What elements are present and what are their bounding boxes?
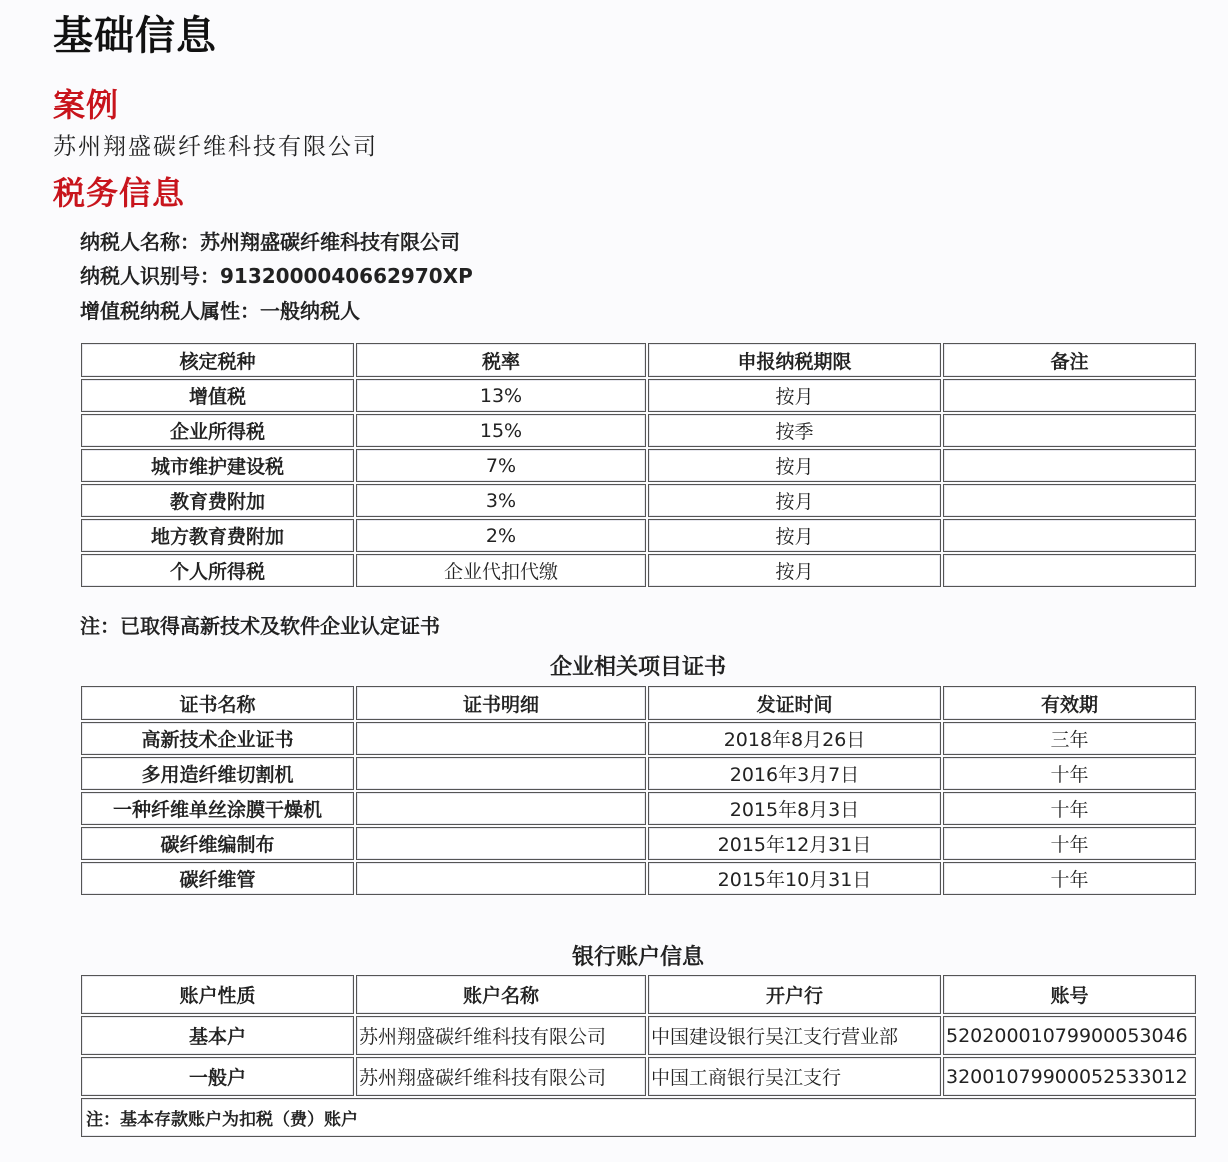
table-row [81,862,1196,895]
table-row [81,414,1196,447]
header-cell: 有效期 [943,686,1196,720]
taxpayer-id-value: 9132000040662970XP [220,264,473,288]
taxpayer-id-label: 纳税人识别号： [80,264,220,288]
tax-period-cell: 按月 [648,554,941,587]
company-name: 苏州翔盛碳纤维科技有限公司 [53,134,378,160]
bank-note-row [81,1098,1196,1137]
tax-type-cell: 地方教育费附加 [81,519,354,552]
header-cell: 证书明细 [356,686,646,720]
header-cell: 核定税种 [81,343,354,377]
tax-rate-cell: 2% [356,519,646,552]
cert-date-cell: 2018年8月26日 [648,722,941,755]
tax-note: 注：已取得高新技术及软件企业认定证书 [80,614,440,638]
vat-attr-line [80,295,360,324]
bank-name-cell: 中国建设银行吴江支行营业部 [648,1016,941,1055]
tax-rate-cell: 企业代扣代缴 [356,554,646,587]
tax-remark-cell [943,519,1196,552]
header-cell: 证书名称 [81,686,354,720]
account-number-cell: 52020001079900053046 [943,1016,1196,1055]
tax-heading: 税务信息 [53,174,186,212]
tax-rate-cell: 7% [356,449,646,482]
cert-table [79,684,1198,897]
tax-period-cell: 按月 [648,379,941,412]
table-row [81,792,1196,825]
cert-date-cell: 2016年3月7日 [648,757,941,790]
bank-note: 注：基本存款账户为扣税（费）账户 [81,1098,1196,1137]
tax-rate-cell: 15% [356,414,646,447]
tax-table-header [81,343,1196,377]
table-row [81,519,1196,552]
vat-attr-value: 一般纳税人 [260,299,360,323]
header-cell: 账户名称 [356,975,646,1014]
tax-period-cell: 按季 [648,414,941,447]
cert-date-cell: 2015年10月31日 [648,862,941,895]
cert-name-cell: 碳纤维管 [81,862,354,895]
account-number-cell: 32001079900052533012 [943,1057,1196,1096]
page-title: 基础信息 [53,13,217,59]
table-row [81,1057,1196,1096]
tax-type-cell: 城市维护建设税 [81,449,354,482]
cert-detail-cell [356,827,646,860]
account-name-cell: 苏州翔盛碳纤维科技有限公司 [356,1016,646,1055]
table-row [81,827,1196,860]
header-cell: 账户性质 [81,975,354,1014]
header-cell: 税率 [356,343,646,377]
cert-table-header [81,686,1196,720]
tax-period-cell: 按月 [648,484,941,517]
table-row [81,554,1196,587]
account-name-cell: 苏州翔盛碳纤维科技有限公司 [356,1057,646,1096]
header-cell: 发证时间 [648,686,941,720]
tax-type-cell: 增值税 [81,379,354,412]
bank-name-cell: 中国工商银行吴江支行 [648,1057,941,1096]
header-cell: 开户行 [648,975,941,1014]
cert-name-cell: 多用造纤维切割机 [81,757,354,790]
header-cell: 账号 [943,975,1196,1014]
account-type-cell: 一般户 [81,1057,354,1096]
tax-type-cell: 企业所得税 [81,414,354,447]
cert-validity-cell: 十年 [943,827,1196,860]
table-row [81,379,1196,412]
header-cell: 申报纳税期限 [648,343,941,377]
header-cell: 备注 [943,343,1196,377]
cert-detail-cell [356,722,646,755]
tax-type-cell: 个人所得税 [81,554,354,587]
taxpayer-name-line [80,226,460,255]
table-row [81,722,1196,755]
tax-period-cell: 按月 [648,519,941,552]
cert-validity-cell: 十年 [943,757,1196,790]
cert-detail-cell [356,792,646,825]
tax-remark-cell [943,414,1196,447]
tax-table [79,341,1198,589]
cert-section-title: 企业相关项目证书 [549,655,726,680]
table-row [81,757,1196,790]
taxpayer-id-line [80,260,473,289]
cert-name-cell: 高新技术企业证书 [81,722,354,755]
cert-date-cell: 2015年8月3日 [648,792,941,825]
cert-validity-cell: 三年 [943,722,1196,755]
taxpayer-name-value: 苏州翔盛碳纤维科技有限公司 [200,230,460,254]
tax-remark-cell [943,484,1196,517]
tax-rate-cell: 13% [356,379,646,412]
cert-name-cell: 一种纤维单丝涂膜干燥机 [81,792,354,825]
table-row [81,449,1196,482]
tax-type-cell: 教育费附加 [81,484,354,517]
tax-rate-cell: 3% [356,484,646,517]
case-heading: 案例 [53,86,120,124]
taxpayer-name-label: 纳税人名称： [80,230,200,254]
table-row [81,1016,1196,1055]
cert-detail-cell [356,862,646,895]
cert-detail-cell [356,757,646,790]
bank-section-title: 银行账户信息 [571,945,704,970]
cert-validity-cell: 十年 [943,792,1196,825]
table-row [81,484,1196,517]
tax-remark-cell [943,554,1196,587]
account-type-cell: 基本户 [81,1016,354,1055]
cert-validity-cell: 十年 [943,862,1196,895]
cert-date-cell: 2015年12月31日 [648,827,941,860]
tax-remark-cell [943,449,1196,482]
cert-name-cell: 碳纤维编制布 [81,827,354,860]
bank-table-header [81,975,1196,1014]
tax-remark-cell [943,379,1196,412]
bank-table [79,973,1198,1139]
vat-attr-label: 增值税纳税人属性： [80,299,260,323]
tax-period-cell: 按月 [648,449,941,482]
